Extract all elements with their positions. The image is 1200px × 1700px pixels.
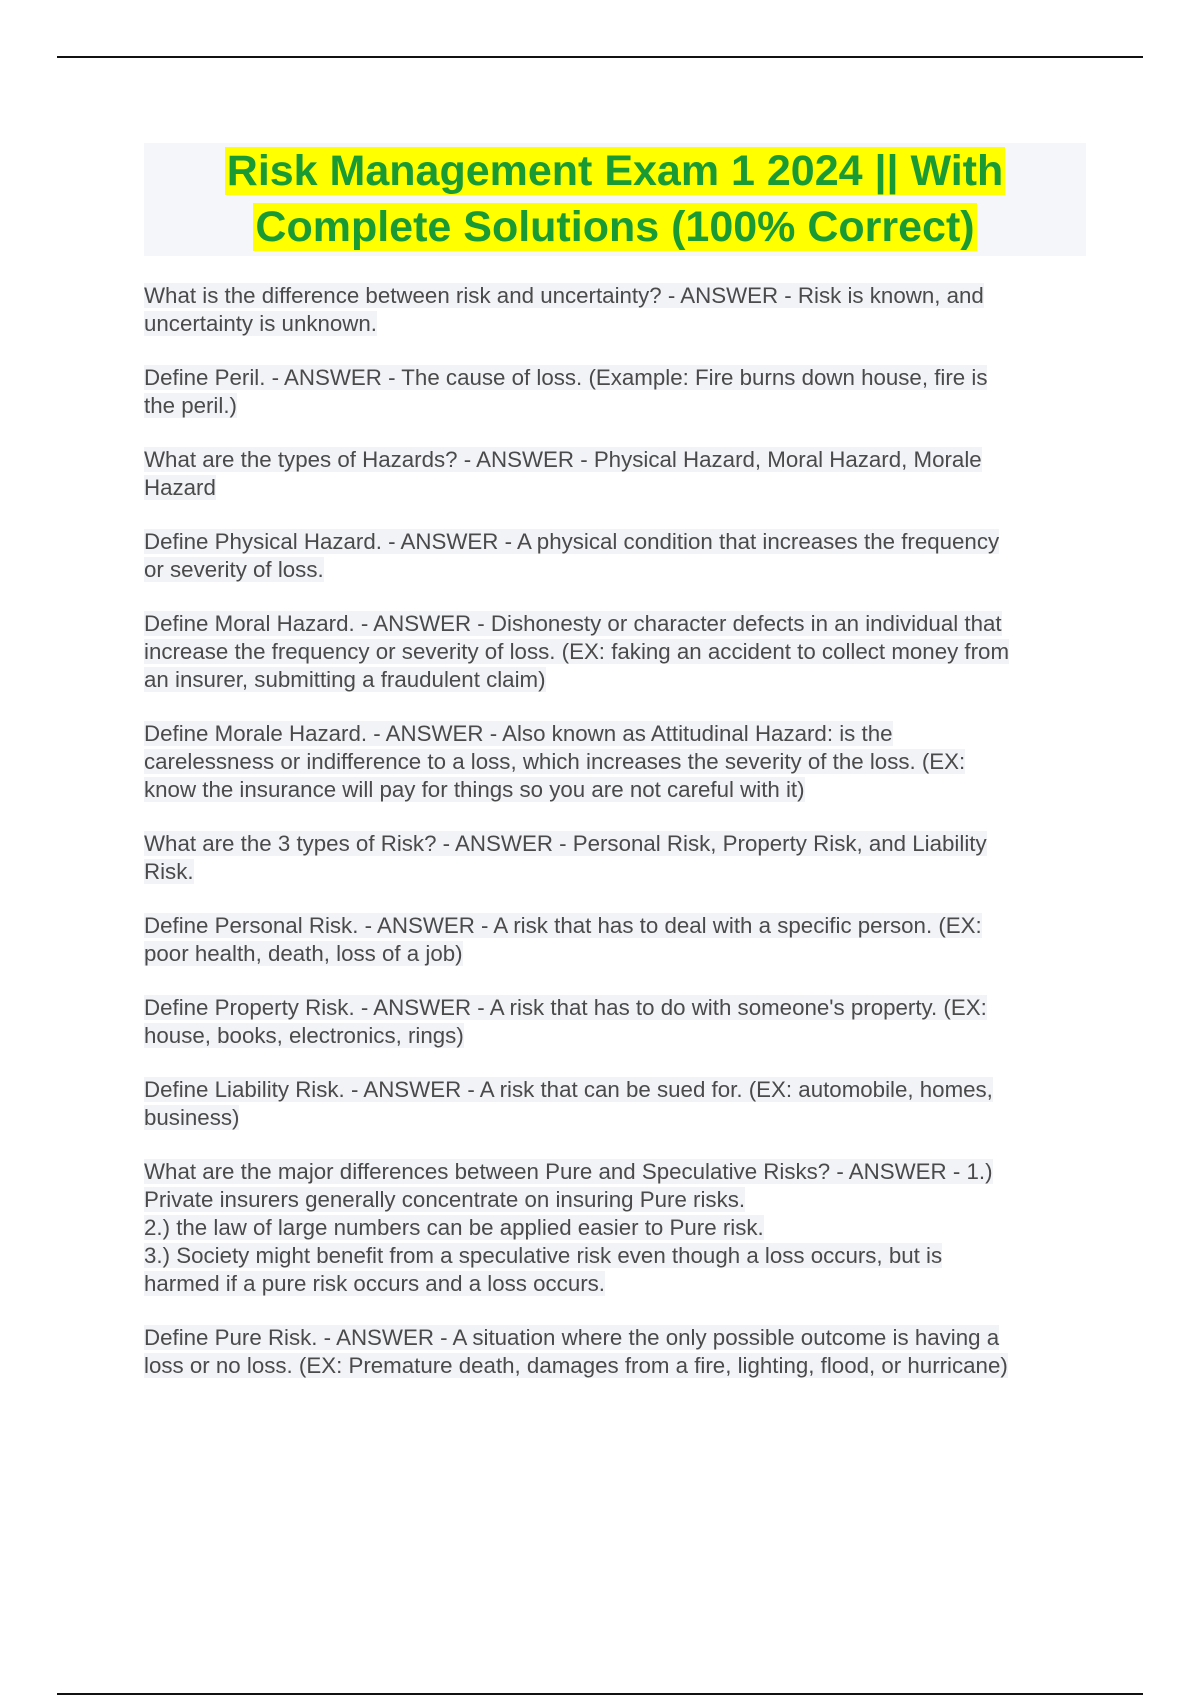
qa-item [144,1076,1090,1132]
qa-line-text: Hazard [144,475,216,500]
question-answer-list [144,282,1090,1406]
qa-line [144,610,1090,638]
qa-line [144,638,1090,666]
qa-line [144,474,1090,502]
qa-line-text: Define Peril. - ANSWER - The cause of loss. (Example: Fire burns down house, fire is [144,365,988,390]
qa-item [144,364,1090,420]
qa-line [144,776,1090,804]
qa-line-text: Define Liability Risk. - ANSWER - A risk that can be sued for. (EX: automobile, homes, [144,1077,993,1102]
bottom-rule [57,1693,1143,1695]
qa-item [144,446,1090,502]
qa-line-text: What are the types of Hazards? - ANSWER - Physical Hazard, Moral Hazard, Morale [144,447,982,472]
qa-line-text: or severity of loss. [144,557,324,582]
qa-line [144,1324,1090,1352]
qa-line-text: carelessness or indifference to a loss, which increases the severity of the loss. (EX: [144,749,966,774]
qa-line [144,1352,1090,1380]
qa-line-text: Define Morale Hazard. - ANSWER - Also known as Attitudinal Hazard: is the [144,721,893,746]
qa-line [144,282,1090,310]
qa-line-text: 2.) the law of large numbers can be applied easier to Pure risk. [144,1215,764,1240]
qa-line [144,1242,1090,1270]
qa-line [144,912,1090,940]
qa-line-text: the peril.) [144,393,237,418]
qa-line [144,310,1090,338]
qa-line [144,556,1090,584]
qa-line-text: poor health, death, loss of a job) [144,941,463,966]
document-title [144,143,1086,256]
qa-line [144,748,1090,776]
qa-line-text: What is the difference between risk and uncertainty? - ANSWER - Risk is known, and [144,283,984,308]
qa-line-text: Private insurers generally concentrate on insuring Pure risks. [144,1187,746,1212]
qa-item [144,1324,1090,1380]
qa-line-text: Risk. [144,859,194,884]
qa-line [144,446,1090,474]
qa-line-text: house, books, electronics, rings) [144,1023,464,1048]
qa-line-text: know the insurance will pay for things so you are not careful with it) [144,777,805,802]
qa-line-text: uncertainty is unknown. [144,311,378,336]
qa-line [144,364,1090,392]
qa-line [144,1186,1090,1214]
qa-line [144,720,1090,748]
qa-line-text: business) [144,1105,240,1130]
qa-item [144,282,1090,338]
qa-line [144,1158,1090,1186]
qa-line-text: loss or no loss. (EX: Premature death, damages from a fire, lighting, flood, or hurricane) [144,1353,1008,1378]
qa-line [144,858,1090,886]
qa-line [144,940,1090,968]
qa-line-text: Define Physical Hazard. - ANSWER - A physical condition that increases the frequency [144,529,1000,554]
qa-line [144,666,1090,694]
qa-line [144,994,1090,1022]
qa-line-text: Define Moral Hazard. - ANSWER - Dishonesty or character defects in an individual that [144,611,1002,636]
qa-line-text: harmed if a pure risk occurs and a loss occurs. [144,1271,605,1296]
qa-line [144,1270,1090,1298]
qa-line [144,528,1090,556]
qa-line-text: Define Personal Risk. - ANSWER - A risk that has to deal with a specific person. (EX: [144,913,982,938]
qa-line [144,830,1090,858]
qa-item [144,610,1090,694]
qa-line [144,1214,1090,1242]
qa-item [144,528,1090,584]
title-line-2: Complete Solutions (100% Correct) [255,203,975,251]
top-rule [57,56,1143,58]
qa-line [144,1076,1090,1104]
qa-item [144,720,1090,804]
qa-item [144,830,1090,886]
qa-line [144,1022,1090,1050]
title-line-1: Risk Management Exam 1 2024 || With [226,147,1004,195]
qa-line [144,1104,1090,1132]
qa-line-text: 3.) Society might benefit from a speculative risk even though a loss occurs, but is [144,1243,943,1268]
qa-line [144,392,1090,420]
qa-item [144,1158,1090,1298]
qa-item [144,994,1090,1050]
qa-line-text: an insurer, submitting a fraudulent claim) [144,667,546,692]
qa-item [144,912,1090,968]
qa-line-text: What are the major differences between Pure and Speculative Risks? - ANSWER - 1.) [144,1159,993,1184]
qa-line-text: Define Pure Risk. - ANSWER - A situation where the only possible outcome is having a [144,1325,1000,1350]
qa-line-text: What are the 3 types of Risk? - ANSWER - Personal Risk, Property Risk, and Liability [144,831,987,856]
qa-line-text: Define Property Risk. - ANSWER - A risk that has to do with someone's property. (EX: [144,995,987,1020]
qa-line-text: increase the frequency or severity of loss. (EX: faking an accident to collect money from [144,639,1010,664]
